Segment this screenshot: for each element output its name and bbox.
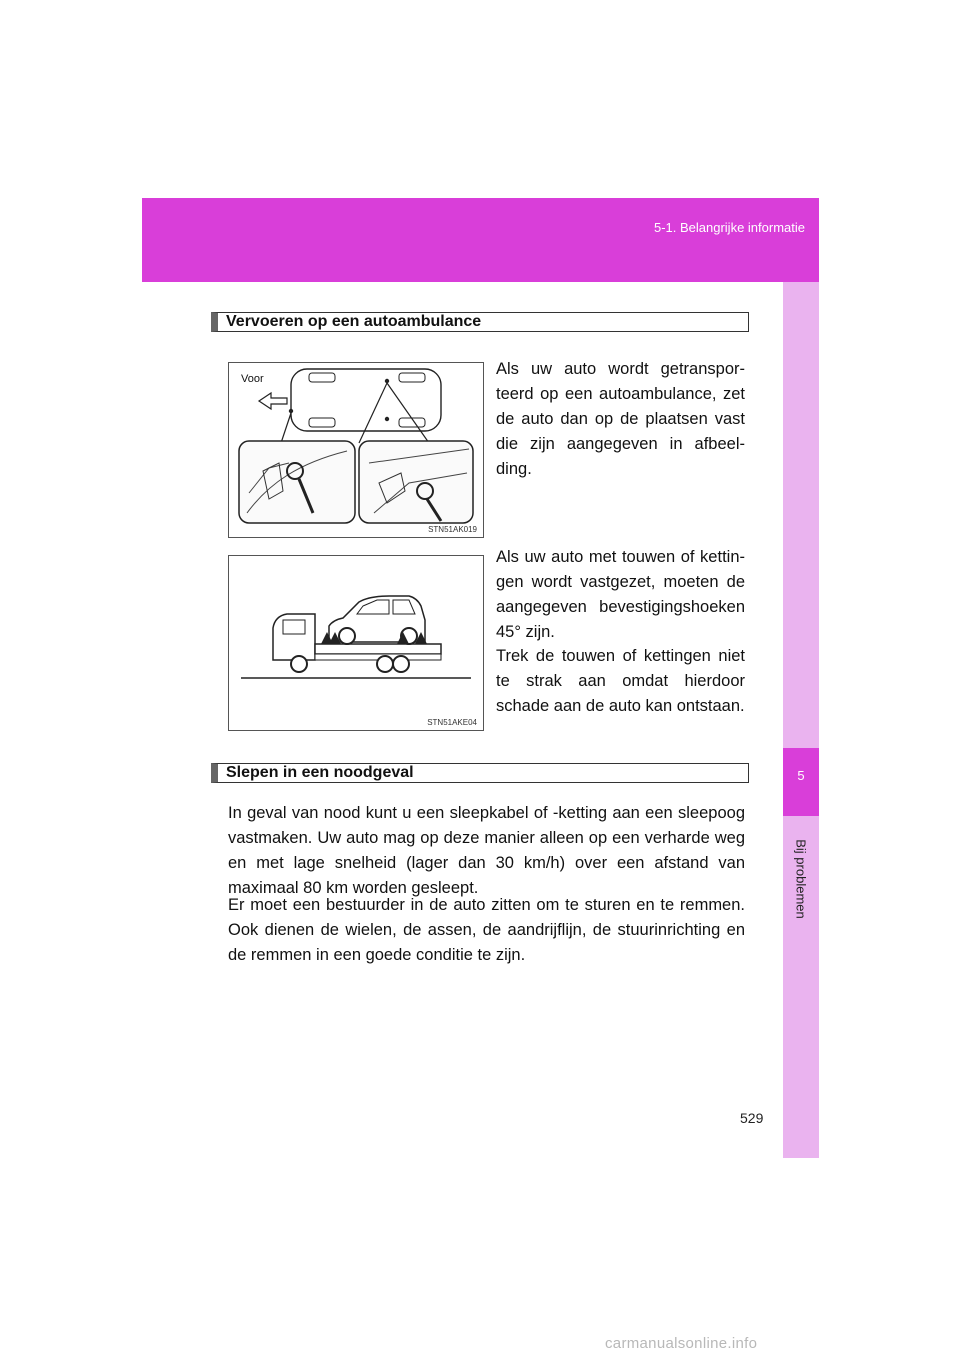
front-arrow-icon: [259, 393, 287, 409]
front-label: Voor: [241, 373, 264, 385]
figure-tie-down-points: [228, 362, 484, 538]
paragraph-transport-fix: Als uw auto wordt getransporteerd op een autoambulance, zet de auto dan op de plaatsen vast die zijn aangegeven in afbeelding.: [496, 360, 745, 478]
section-breadcrumb: 5-1. Belangrijke informatie: [653, 220, 805, 235]
tie-down-illustration: [229, 363, 483, 537]
section-heading-emergency-towing: Slepen in een noodgeval: [211, 763, 749, 783]
chapter-strip: [783, 282, 819, 1158]
paragraph-driver-condition: Er moet een bestuurder in de auto zitten om te sturen en te remmen. Ook dienen de wielen, de assen, de aandrijflijn, de stuurinrichting en de remmen in een goede conditie te zijn.: [228, 896, 745, 964]
page-number: 529: [740, 1110, 764, 1126]
paragraph-angle: Als uw auto met touwen of kettingen wordt vastgezet, moeten de aangegeven bevestigingshoeken 45° zijn.: [496, 548, 745, 641]
figure-code: STN51AK019: [428, 525, 477, 534]
paragraph-tension: Trek de touwen of kettingen niet te strak aan omdat hierdoor schade aan de auto kan ontstaan.: [496, 647, 745, 715]
figure-transport-truck: [228, 555, 484, 731]
watermark: carmanualsonline.info: [605, 1335, 758, 1352]
header-band: [142, 198, 819, 282]
figure-code: STN51AKE04: [427, 718, 477, 727]
chapter-number: 5: [797, 768, 805, 783]
truck-illustration: [229, 556, 483, 730]
paragraph-emergency-towing: In geval van nood kunt u een sleepkabel of -ketting aan een sleepoog vastmaken. Uw auto mag op deze manier alleen op een verharde weg en met lage snelheid (lager dan 30 km/h) over een afstand van maximaal 80 km worden gesleept.: [228, 804, 745, 897]
chapter-label-text: Bij problemen: [793, 839, 809, 919]
section-heading-transport: Vervoeren op een autoambulance: [211, 312, 749, 332]
chapter-label: [788, 824, 814, 934]
